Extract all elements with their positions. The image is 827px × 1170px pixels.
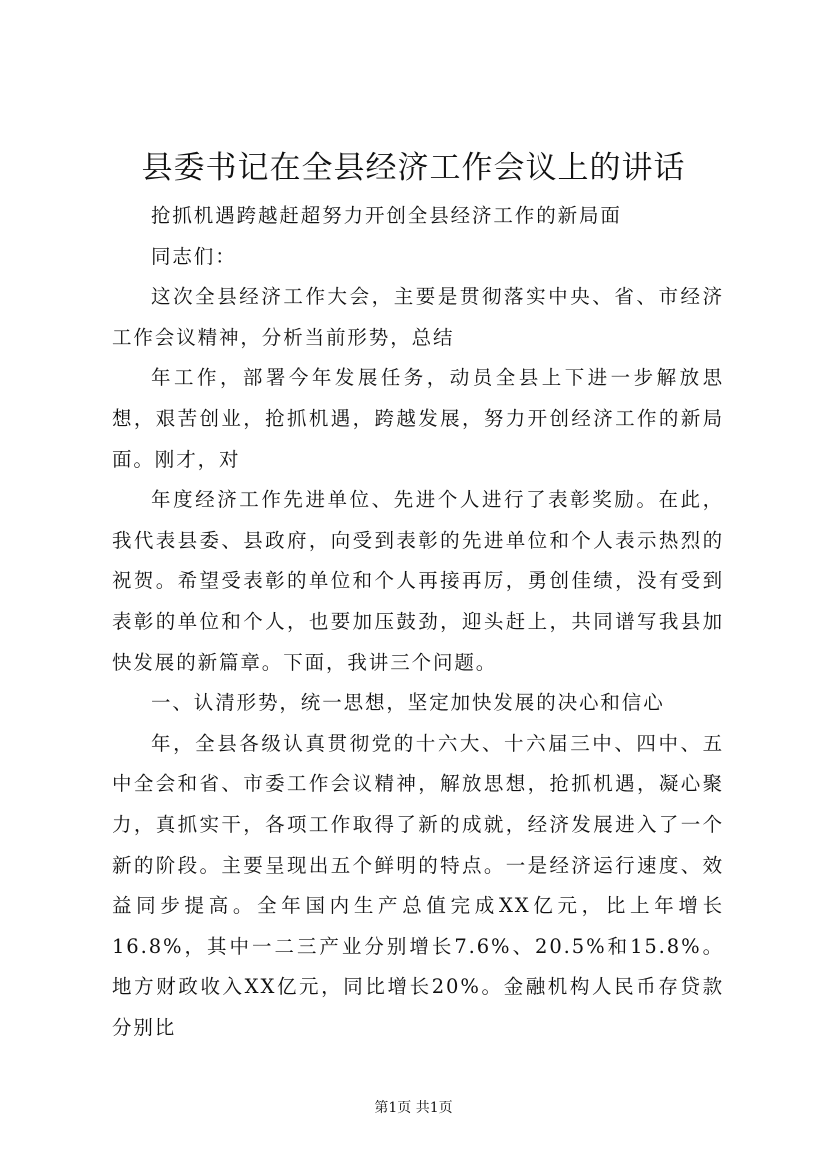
body-paragraph: 这次全县经济工作大会，主要是贯彻落实中央、省、市经济工作会议精神，分析当前形势，总结 [112, 285, 724, 349]
page-footer [0, 1098, 827, 1118]
body-paragraph: 年度经济工作先进单位、先进个人进行了表彰奖励。在此，我代表县委、县政府，向受到表彰的先进单位和个人表示热烈的祝贺。希望受表彰的单位和个人再接再厉，勇创佳绩，没有受到表彰的单位和个人，也要加压鼓劲，迎头赶上，共同谱写我县加快发展的新篇章。下面，我讲三个问题。 [112, 488, 724, 674]
salutation-paragraph: 同志们： [151, 244, 237, 268]
body-paragraph: 年，全县各级认真贯彻党的十六大、十六届三中、四中、五中全会和省、市委工作会议精神，解放思想，抢抓机遇，凝心聚力，真抓实干，各项工作取得了新的成就，经济发展进入了一个新的阶段。主要呈现出五个鲜明的特点。一是经济运行速度、效益同步提高。全年国内生产总值完成XX亿元，比上年增长16.8%，其中一二三产业分别增长7.6%、20.5%和15.8%。地方财政收入XX亿元，同比增长20%。金融机构人民币存贷款分别比 [112, 731, 724, 1039]
subtitle-paragraph: 抢抓机遇跨越赶超努力开创全县经济工作的新局面 [151, 204, 622, 227]
body-paragraph: 年工作，部署今年发展任务，动员全县上下进一步解放思想，艰苦创业，抢抓机遇，跨越发展，努力开创经济工作的新局面。刚才，对 [112, 366, 724, 471]
section-heading: 一、认清形势，统一思想，坚定加快发展的决心和信心 [151, 691, 665, 715]
page-number-label: 第1页 共1页 [374, 1100, 453, 1116]
document-title: 县委书记在全县经济工作会议上的讲话 [141, 150, 686, 186]
document-body [112, 196, 724, 1048]
